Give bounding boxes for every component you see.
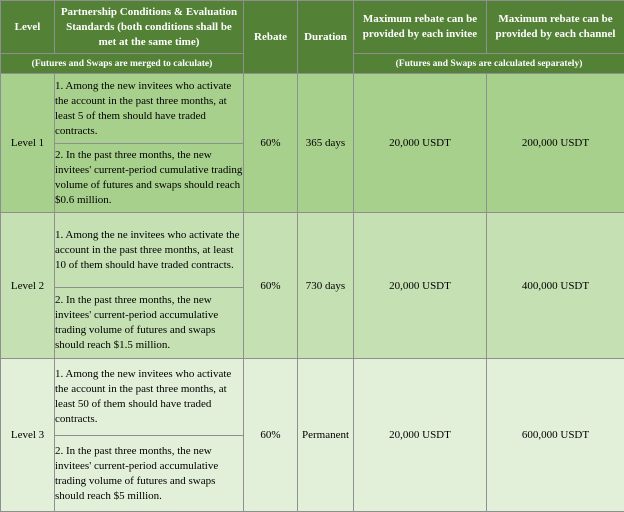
level-3-row	[1, 359, 624, 436]
level-label: Level 2	[1, 213, 55, 359]
level-label: Level 1	[1, 74, 55, 213]
rebate-value: 60%	[244, 74, 298, 213]
max-channel-value: 400,000 USDT	[487, 213, 624, 359]
duration-value: 365 days	[298, 74, 354, 213]
duration-value: Permanent	[298, 359, 354, 512]
header-row	[1, 1, 624, 54]
condition-1-text: 1. Among the new invitees who activate the account in the past three months, at least 50 of them should have traded contracts.	[55, 359, 244, 436]
level-1-row	[1, 74, 624, 144]
condition-2-text: 2. In the past three months, the new invitees' current-period accumulative trading volume of futures and swaps should reach $1.5 million.	[55, 288, 244, 359]
max-invitee-value: 20,000 USDT	[354, 359, 487, 512]
level-label: Level 3	[1, 359, 55, 512]
max-invitee-value: 20,000 USDT	[354, 74, 487, 213]
condition-2-text: 2. In the past three months, the new invitees' current-period cumulative trading volume of futures and swaps should reach $0.6 million.	[55, 144, 244, 213]
max-invitee-value: 20,000 USDT	[354, 213, 487, 359]
header-duration: Duration	[298, 1, 354, 74]
max-channel-value: 600,000 USDT	[487, 359, 624, 512]
rebate-value: 60%	[244, 213, 298, 359]
header-rebate: Rebate	[244, 1, 298, 74]
rebate-value: 60%	[244, 359, 298, 512]
condition-2-text: 2. In the past three months, the new invitees' current-period accumulative trading volume of futures and swaps should reach $5 million.	[55, 436, 244, 512]
condition-1-text: 1. Among the new invitees who activate the account in the past three months, at least 5 of them should have traded contracts.	[55, 74, 244, 144]
header-conditions: Partnership Conditions & Evaluation Standards (both conditions shall be met at the same time)	[55, 1, 244, 54]
header-max-invitee: Maximum rebate can be provided by each invitee	[354, 1, 487, 54]
duration-value: 730 days	[298, 213, 354, 359]
header-level: Level	[1, 1, 55, 54]
level-2-row	[1, 213, 624, 288]
max-channel-value: 200,000 USDT	[487, 74, 624, 213]
condition-1-text: 1. Among the ne invitees who activate the account in the past three months, at least 10 of them should have traded contracts.	[55, 213, 244, 288]
header-max-channel: Maximum rebate can be provided by each channel	[487, 1, 624, 54]
subheader-conditions-note: (Futures and Swaps are merged to calculate)	[1, 54, 244, 74]
subheader-max-note: (Futures and Swaps are calculated separately)	[354, 54, 624, 74]
